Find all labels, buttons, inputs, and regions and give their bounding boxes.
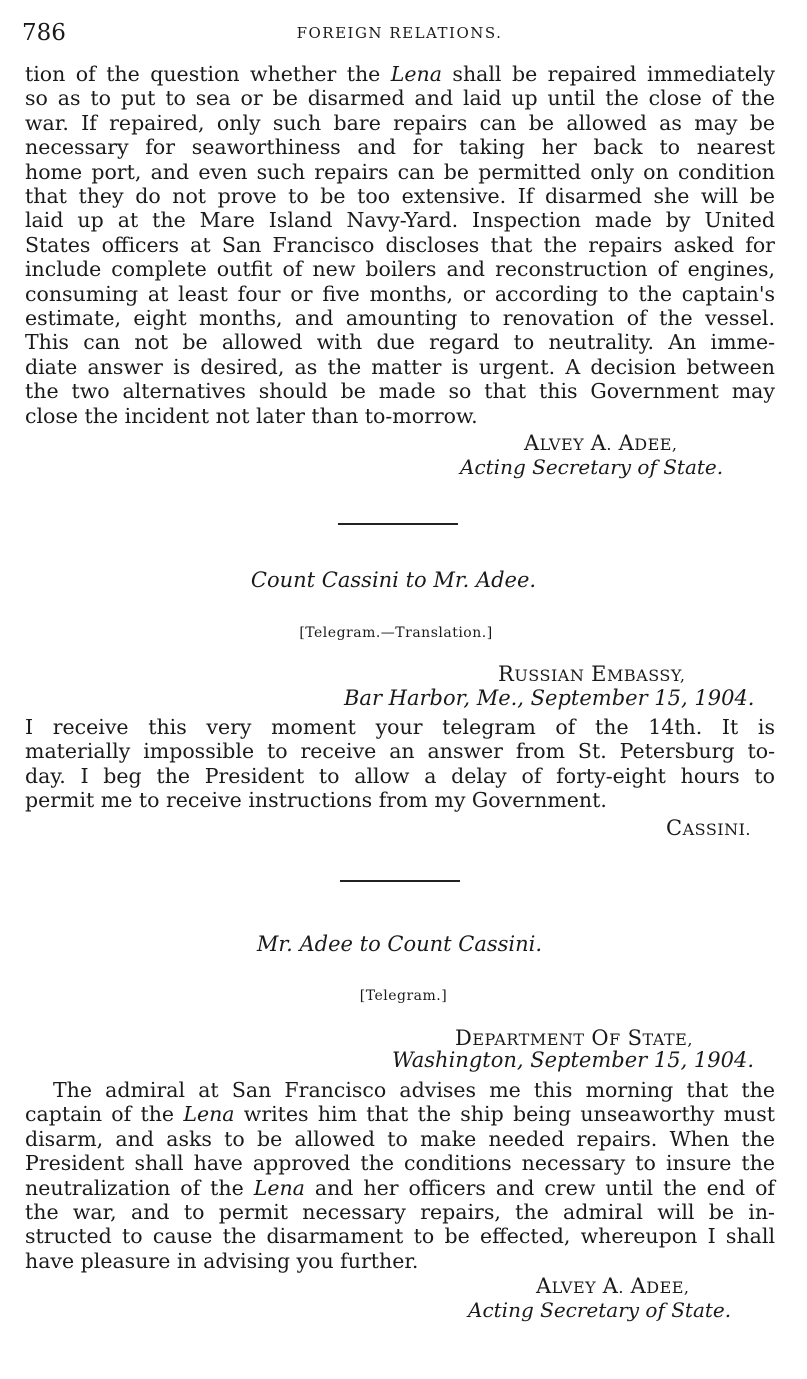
letter1-signature-title: Acting Secretary of State. <box>460 455 724 479</box>
text-line: necessary for seaworthiness and for taking her back to nearest <box>25 135 775 160</box>
text-line: day. I beg the President to allow a delay of forty-eight hours to <box>25 763 775 788</box>
letter1-signature-name: ALVEY A. ADEE, <box>524 431 678 455</box>
text-line: structed to cause the disarmament to be effected, whereupon I shall <box>25 1224 775 1249</box>
text-line: have pleasure in advising you further. <box>25 1248 419 1273</box>
text-line: diate answer is desired, as the matter is urgent. A decision between <box>25 354 775 379</box>
text-line: captain of the Lena writes him that the ship being unseaworthy must <box>25 1102 775 1127</box>
page-number: 786 <box>22 20 66 46</box>
text-line: war. If repaired, only such bare repairs can be allowed as may be <box>25 110 775 135</box>
text-line: the war, and to permit necessary repairs, the admiral will be in- <box>25 1200 775 1225</box>
letter3-place: DEPARTMENT OF STATE, <box>455 1026 693 1050</box>
text-line: neutralization of the Lena and her officers and crew until the end of <box>25 1175 775 1200</box>
text-line: that they do not prove to be too extensive. If disarmed she will be <box>25 184 775 209</box>
text-line: materially impossible to receive an answer from St. Petersburg to- <box>25 739 775 764</box>
section-divider <box>340 880 460 882</box>
text-line: States officers at San Francisco discloses that the repairs asked for <box>25 232 775 257</box>
section-divider <box>338 523 458 525</box>
letter3-signature-name: ALVEY A. ADEE, <box>536 1274 690 1298</box>
text-line: disarm, and asks to be allowed to make needed repairs. When the <box>25 1126 775 1151</box>
letter2-heading: Count Cassini to Mr. Adee. <box>250 568 537 592</box>
text-line: estimate, eight months, and amounting to renovation of the vessel. <box>25 306 775 331</box>
letter3-date: Washington, September 15, 1904. <box>392 1048 755 1072</box>
text-line: so as to put to sea or be disarmed and laid up until the close of the <box>25 86 775 111</box>
text-line: permit me to receive instructions from my Government. <box>25 788 607 813</box>
text-line: President shall have approved the conditions necessary to insure the <box>25 1151 775 1176</box>
letter3-signature-title: Acting Secretary of State. <box>468 1298 732 1322</box>
letter3-telegram-note: [Telegram.] <box>359 988 448 1004</box>
letter1-body <box>25 62 775 428</box>
text-line: include complete outfit of new boilers and reconstruction of engines, <box>25 257 775 282</box>
text-line: The admiral at San Francisco advises me this morning that the <box>53 1078 775 1102</box>
text-line: I receive this very moment your telegram of the 14th. It is <box>25 715 775 739</box>
text-line: laid up at the Mare Island Navy-Yard. Inspection made by United <box>25 208 775 233</box>
letter3-heading: Mr. Adee to Count Cassini. <box>256 932 543 956</box>
letter3-body <box>25 1078 775 1273</box>
text-line: home port, and even such repairs can be permitted only on condition <box>25 159 775 184</box>
running-head: FOREIGN RELATIONS. <box>296 24 503 42</box>
text-line: the two alternatives should be made so that this Government may <box>25 379 775 404</box>
letter2-body <box>25 715 775 813</box>
text-line: close the incident not later than to-morrow. <box>25 403 478 428</box>
letter2-signature: CASSINI. <box>666 816 751 840</box>
letter2-telegram-note: [Telegram.—Translation.] <box>299 625 493 641</box>
text-line: This can not be allowed with due regard to neutrality. An imme- <box>25 330 775 355</box>
letter2-place: RUSSIAN EMBASSY, <box>498 662 686 686</box>
text-line: consuming at least four or five months, or according to the captain's <box>25 281 775 306</box>
page-header <box>22 20 777 48</box>
letter2-date: Bar Harbor, Me., September 15, 1904. <box>344 686 755 710</box>
text-line: tion of the question whether the Lena shall be repaired immediately <box>25 62 775 86</box>
